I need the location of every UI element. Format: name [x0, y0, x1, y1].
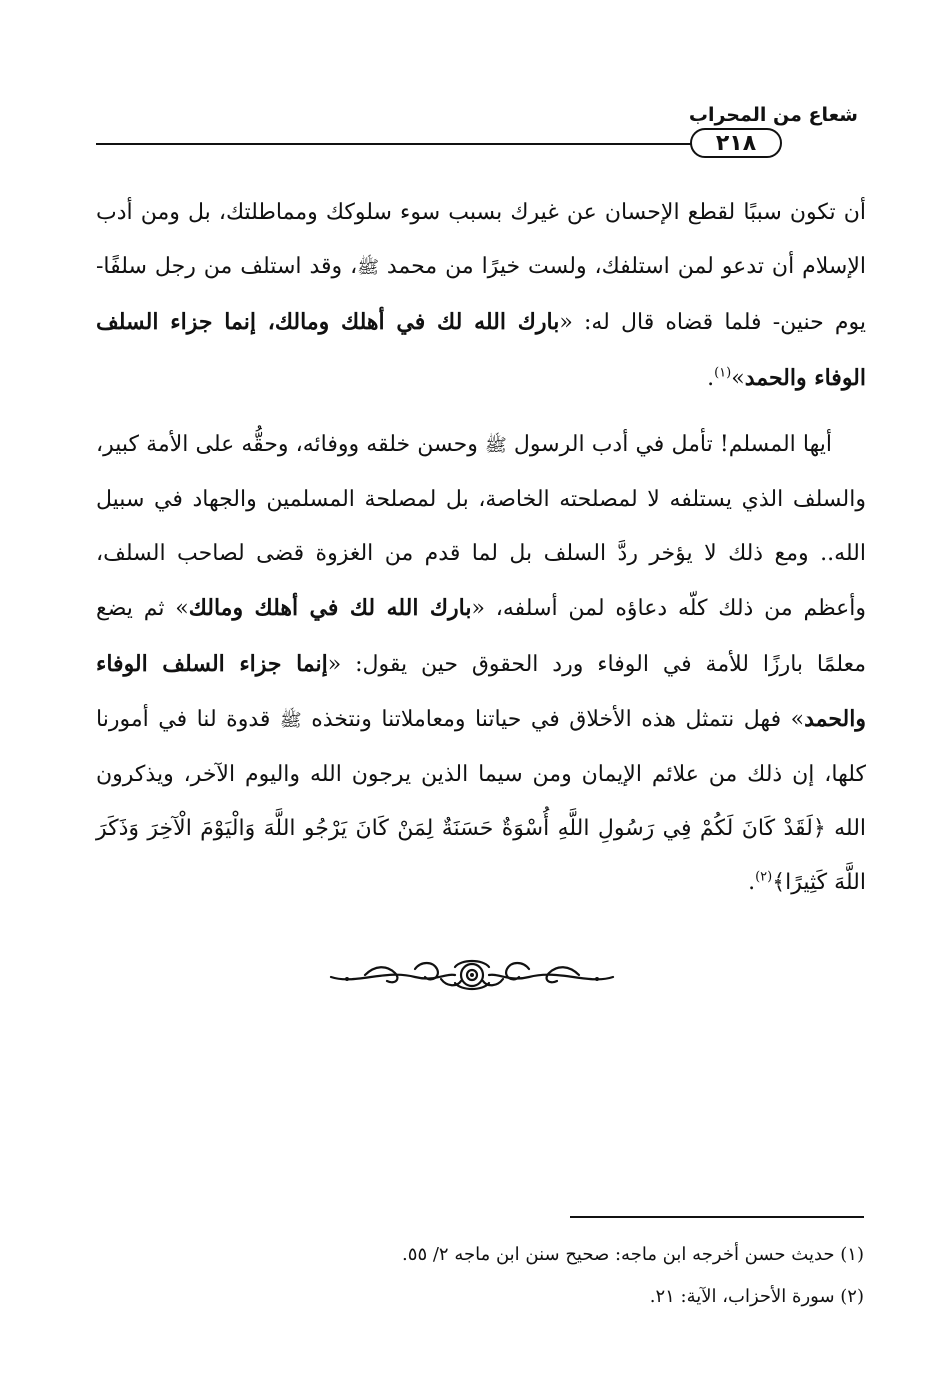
quran-verse: ﴿لَقَدْ كَانَ لَكُمْ فِي رَسُولِ اللَّهِ أُسْوَةٌ حَسَنَةٌ لِمَنْ كَانَ يَرْجُو اللَّهَ وَالْيَوْمَ الْآخِرَ وَذَكَرَ اللَّهَ كَثِيرًا﴾ — [96, 816, 866, 896]
running-title: شعاع من المحراب — [688, 104, 858, 126]
ornament-divider — [325, 955, 619, 995]
footnote-ref-2: (٢) — [755, 870, 773, 886]
footnote-1: (١) حديث حسن أخرجه ابن ماجه: صحيح سنن ابن ماجه ٢/ ٥٥. — [402, 1244, 864, 1265]
paragraph-2: أيها المسلم! تأمل في أدب الرسول ﷺ وحسن خلقه ووفائه، وحقُّه على الأمة كبير، والسلف الذي يستلفه لا لمصلحته الخاصة، بل لمصلحة المسلمين والجهاد في سبيل الله.. ومع ذلك لا يؤخر ردَّ السلف بل لما قدم من الغزوة قضى لصاحب السلف، وأعظم من ذلك كلّه دعاؤه لمن أسلفه، «بارك الله لك في أهلك ومالك» ثم يضع معلمًا بارزًا للأمة في الوفاء ورد الحقوق حين يقول: «إنما جزاء السلف الوفاء والحمد» فهل نتمثل هذه الأخلاق في حياتنا ومعاملاتنا ونتخذه ﷺ قدوة لنا في أمورنا كلها، إن ذلك من علائم الإيمان ومن سيما الذين يرجون الله واليوم الآخر، ويذكرون الله ﴿لَقَدْ كَانَ لَكُمْ فِي رَسُولِ اللَّهِ أُسْوَةٌ حَسَنَةٌ لِمَنْ كَانَ يَرْجُو اللَّهَ وَالْيَوْمَ الْآخِرَ وَذَكَرَ اللَّهَ كَثِيرًا﴾$^{(٢)}$. — [96, 431, 867, 896]
hadith-quote: إنما جزاء السلف الوفاء والحمد — [96, 650, 866, 732]
paragraph-1: أن تكون سببًا لقطع الإحسان عن غيرك بسبب سوء سلوكك ومماطلتك، بل ومن أدب الإسلام أن تدعو لمن استلفك، ولست خيرًا من محمد ﷺ، وقد استلف من رجل سلفًا- يوم حنين- فلما قضاه قال له: «بارك الله لك في أهلك ومالك، إنما جزاء السلف الوفاء والحمد»$^{(١)}$. — [96, 200, 866, 391]
footnote-ref-1: (١) — [714, 365, 732, 381]
salutation-symbol: ﷺ — [484, 434, 507, 456]
salutation-symbol: ﷺ — [279, 709, 302, 731]
footnotes — [402, 1234, 864, 1318]
hadith-quote: بارك الله لك في أهلك ومالك — [188, 595, 472, 622]
footnote-2: (٢) سورة الأحزاب، الآية: ٢١. — [649, 1286, 864, 1307]
salutation-symbol: ﷺ — [357, 257, 379, 279]
footnote-rule — [570, 1216, 864, 1218]
hadith-quote: بارك الله لك في أهلك ومالك، إنما جزاء السلف الوفاء والحمد — [96, 309, 866, 391]
page-number: ٢١٨ — [690, 128, 782, 158]
main-text — [96, 186, 866, 911]
header-rule — [96, 143, 692, 145]
